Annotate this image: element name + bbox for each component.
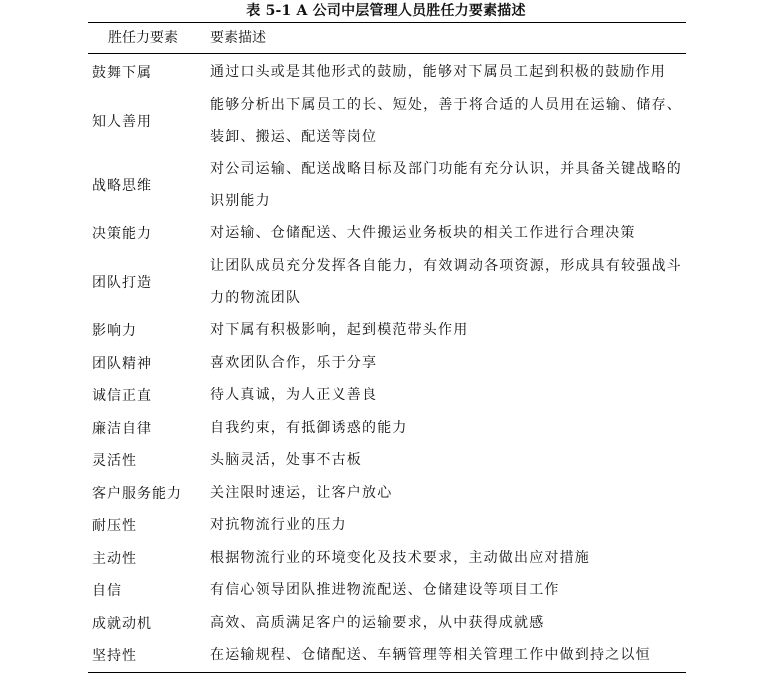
- competency-description: 喜欢团队合作，乐于分享: [210, 355, 378, 371]
- competency-description: 高效、高质满足客户的运输要求，从中获得成就感: [210, 615, 545, 631]
- competency-description: 让团队成员充分发挥各自能力，有效调动各项资源，形成具有较强战斗力的物流团队: [210, 258, 682, 306]
- competency-name: 耐压性: [92, 518, 137, 534]
- competency-description: 通过口头或是其他形式的鼓励，能够对下属员工起到积极的鼓励作用: [210, 64, 666, 80]
- competency-description: 能够分析出下属员工的长、短处，善于将合适的人员用在运输、储存、装卸、搬运、配送等岗位: [210, 97, 682, 145]
- competency-name: 自信: [92, 583, 122, 599]
- table-row: [88, 444, 686, 476]
- competency-description: 对抗物流行业的压力: [210, 517, 347, 533]
- competency-name: 客户服务能力: [92, 486, 182, 502]
- competency-description: 待人真诚，为人正义善良: [210, 387, 378, 403]
- competency-name: 廉洁自律: [92, 421, 152, 437]
- competency-name: 主动性: [92, 551, 137, 567]
- header-competency: 胜任力要素: [108, 30, 178, 46]
- competency-name: 鼓舞下属: [92, 65, 152, 81]
- table-row: [88, 153, 686, 217]
- competency-description: 有信心领导团队推进物流配送、仓储建设等项目工作: [210, 582, 560, 598]
- competency-name: 战略思维: [92, 178, 152, 194]
- competency-description: 在运输规程、仓储配送、车辆管理等相关管理工作中做到持之以恒: [210, 647, 651, 663]
- competency-name: 团队精神: [92, 356, 152, 372]
- competency-description: 对运输、仓储配送、大件搬运业务板块的相关工作进行合理决策: [210, 225, 636, 241]
- competency-name: 知人善用: [92, 114, 152, 130]
- competency-description: 对下属有积极影响，起到模范带头作用: [210, 322, 469, 338]
- table-row: [88, 542, 686, 574]
- table-row: [88, 574, 686, 606]
- table-row: [88, 639, 686, 671]
- table-row: [88, 509, 686, 541]
- table-row: [88, 250, 686, 314]
- table-row: [88, 412, 686, 444]
- competency-description: 根据物流行业的环境变化及技术要求，主动做出应对措施: [210, 550, 590, 566]
- competency-description: 头脑灵活，处事不古板: [210, 452, 362, 468]
- competency-description: 对公司运输、配送战略目标及部门功能有充分认识，并具备关键战略的识别能力: [210, 161, 682, 209]
- header-description: 要素描述: [210, 30, 266, 46]
- competency-name: 坚持性: [92, 648, 137, 664]
- competency-description: 关注限时速运，让客户放心: [210, 485, 393, 501]
- table-row: [88, 379, 686, 411]
- table-title: 表 5-1 A 公司中层管理人员胜任力要素描述: [246, 3, 526, 19]
- table-row: [88, 314, 686, 346]
- table-header-rule: [88, 53, 686, 54]
- table-row: [88, 607, 686, 639]
- competency-name: 灵活性: [92, 453, 137, 469]
- table-row: [88, 347, 686, 379]
- table-row: [88, 56, 686, 88]
- table-row: [88, 89, 686, 153]
- competency-name: 成就动机: [92, 616, 152, 632]
- competency-name: 诚信正直: [92, 388, 152, 404]
- competency-name: 决策能力: [92, 226, 152, 242]
- table-row: [88, 477, 686, 509]
- table-top-rule: [88, 22, 686, 23]
- competency-name: 影响力: [92, 323, 137, 339]
- competency-name: 团队打造: [92, 275, 152, 291]
- table-bottom-rule: [88, 672, 686, 673]
- table-row: [88, 217, 686, 249]
- competency-description: 自我约束，有抵御诱惑的能力: [210, 420, 408, 436]
